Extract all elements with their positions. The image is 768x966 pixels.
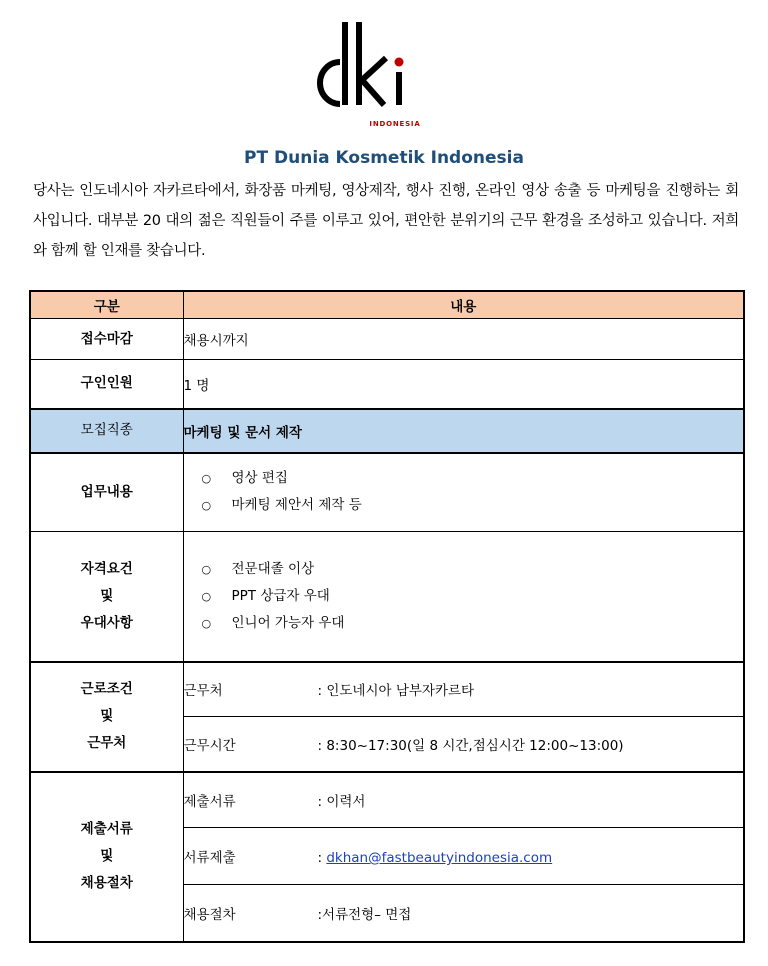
submission-email: 서류제출 : dkhan@fastbeautyindonesia.com — [183, 828, 744, 885]
company-logo — [298, 18, 428, 130]
bullet-icon: ○ — [201, 472, 212, 486]
logo-red-dot — [395, 58, 404, 67]
deadline-label: 접수마감 — [30, 319, 183, 360]
required-documents: 제출서류 : 이력서 — [183, 772, 744, 828]
list-item: ○ 마케팅 제안서 제작 등 — [202, 492, 744, 519]
list-item: ○ 전문대졸 이상 — [202, 556, 744, 583]
job-posting-table — [29, 290, 745, 943]
company-name: PT Dunia Kosmetik Indonesia — [244, 148, 524, 168]
header-category: 구분 — [30, 291, 183, 319]
email-link[interactable]: dkhan@fastbeautyindonesia.com — [326, 850, 553, 866]
list-item: ○ PPT 상급자 우대 — [202, 583, 744, 610]
duties-value — [183, 453, 744, 532]
documents-label: 제출서류 및 채용절차 — [30, 772, 183, 942]
duties-label: 업무내용 — [30, 453, 183, 532]
qualifications-label: 자격요건 및 우대사항 — [30, 532, 183, 662]
header-content: 내용 — [183, 291, 744, 319]
table-row — [30, 772, 744, 828]
job-type-value: 마케팅 및 문서 제작 — [183, 409, 744, 453]
logo-subtitle: INDONESIA — [369, 120, 421, 128]
work-hours: 근무시간 : 8:30~17:30(일 8 시간,점심시간 12:00~13:00) — [183, 717, 744, 772]
headcount-label: 구인인원 — [30, 360, 183, 409]
work-location: 근무처 : 인도네시아 남부자카르타 — [183, 662, 744, 717]
bullet-icon: ○ — [201, 562, 212, 576]
table-row — [30, 319, 744, 360]
list-item: ○ 인니어 가능자 우대 — [202, 610, 744, 637]
headcount-value: 1 명 — [183, 360, 744, 409]
table-header-row — [30, 291, 744, 319]
company-intro: 당사는 인도네시아 자카르타에서, 화장품 마케팅, 영상제작, 행사 진행, 온라인 영상 송출 등 마케팅을 진행하는 회사입니다. 대부분 20 대의 젊은 직원들이 주를 이루고 있어, 편안한 분위기의 근무 환경을 조성하고 있습니다. 저희와 함께 할 인재를 찾습니다. — [33, 183, 739, 259]
job-type-label: 모집직종 — [30, 409, 183, 453]
conditions-label: 근로조건 및 근무처 — [30, 662, 183, 772]
table-row — [30, 662, 744, 717]
bullet-icon: ○ — [201, 499, 212, 513]
deadline-value: 채용시까지 — [183, 319, 744, 360]
qualifications-value — [183, 532, 744, 662]
bullet-icon: ○ — [201, 616, 212, 630]
table-row — [30, 532, 744, 662]
bullet-icon: ○ — [201, 589, 212, 603]
hiring-process: 채용절차 :서류전형– 면접 — [183, 885, 744, 942]
table-row — [30, 453, 744, 532]
table-row — [30, 360, 744, 409]
table-row — [30, 409, 744, 453]
list-item: ○ 영상 편집 — [202, 465, 744, 492]
